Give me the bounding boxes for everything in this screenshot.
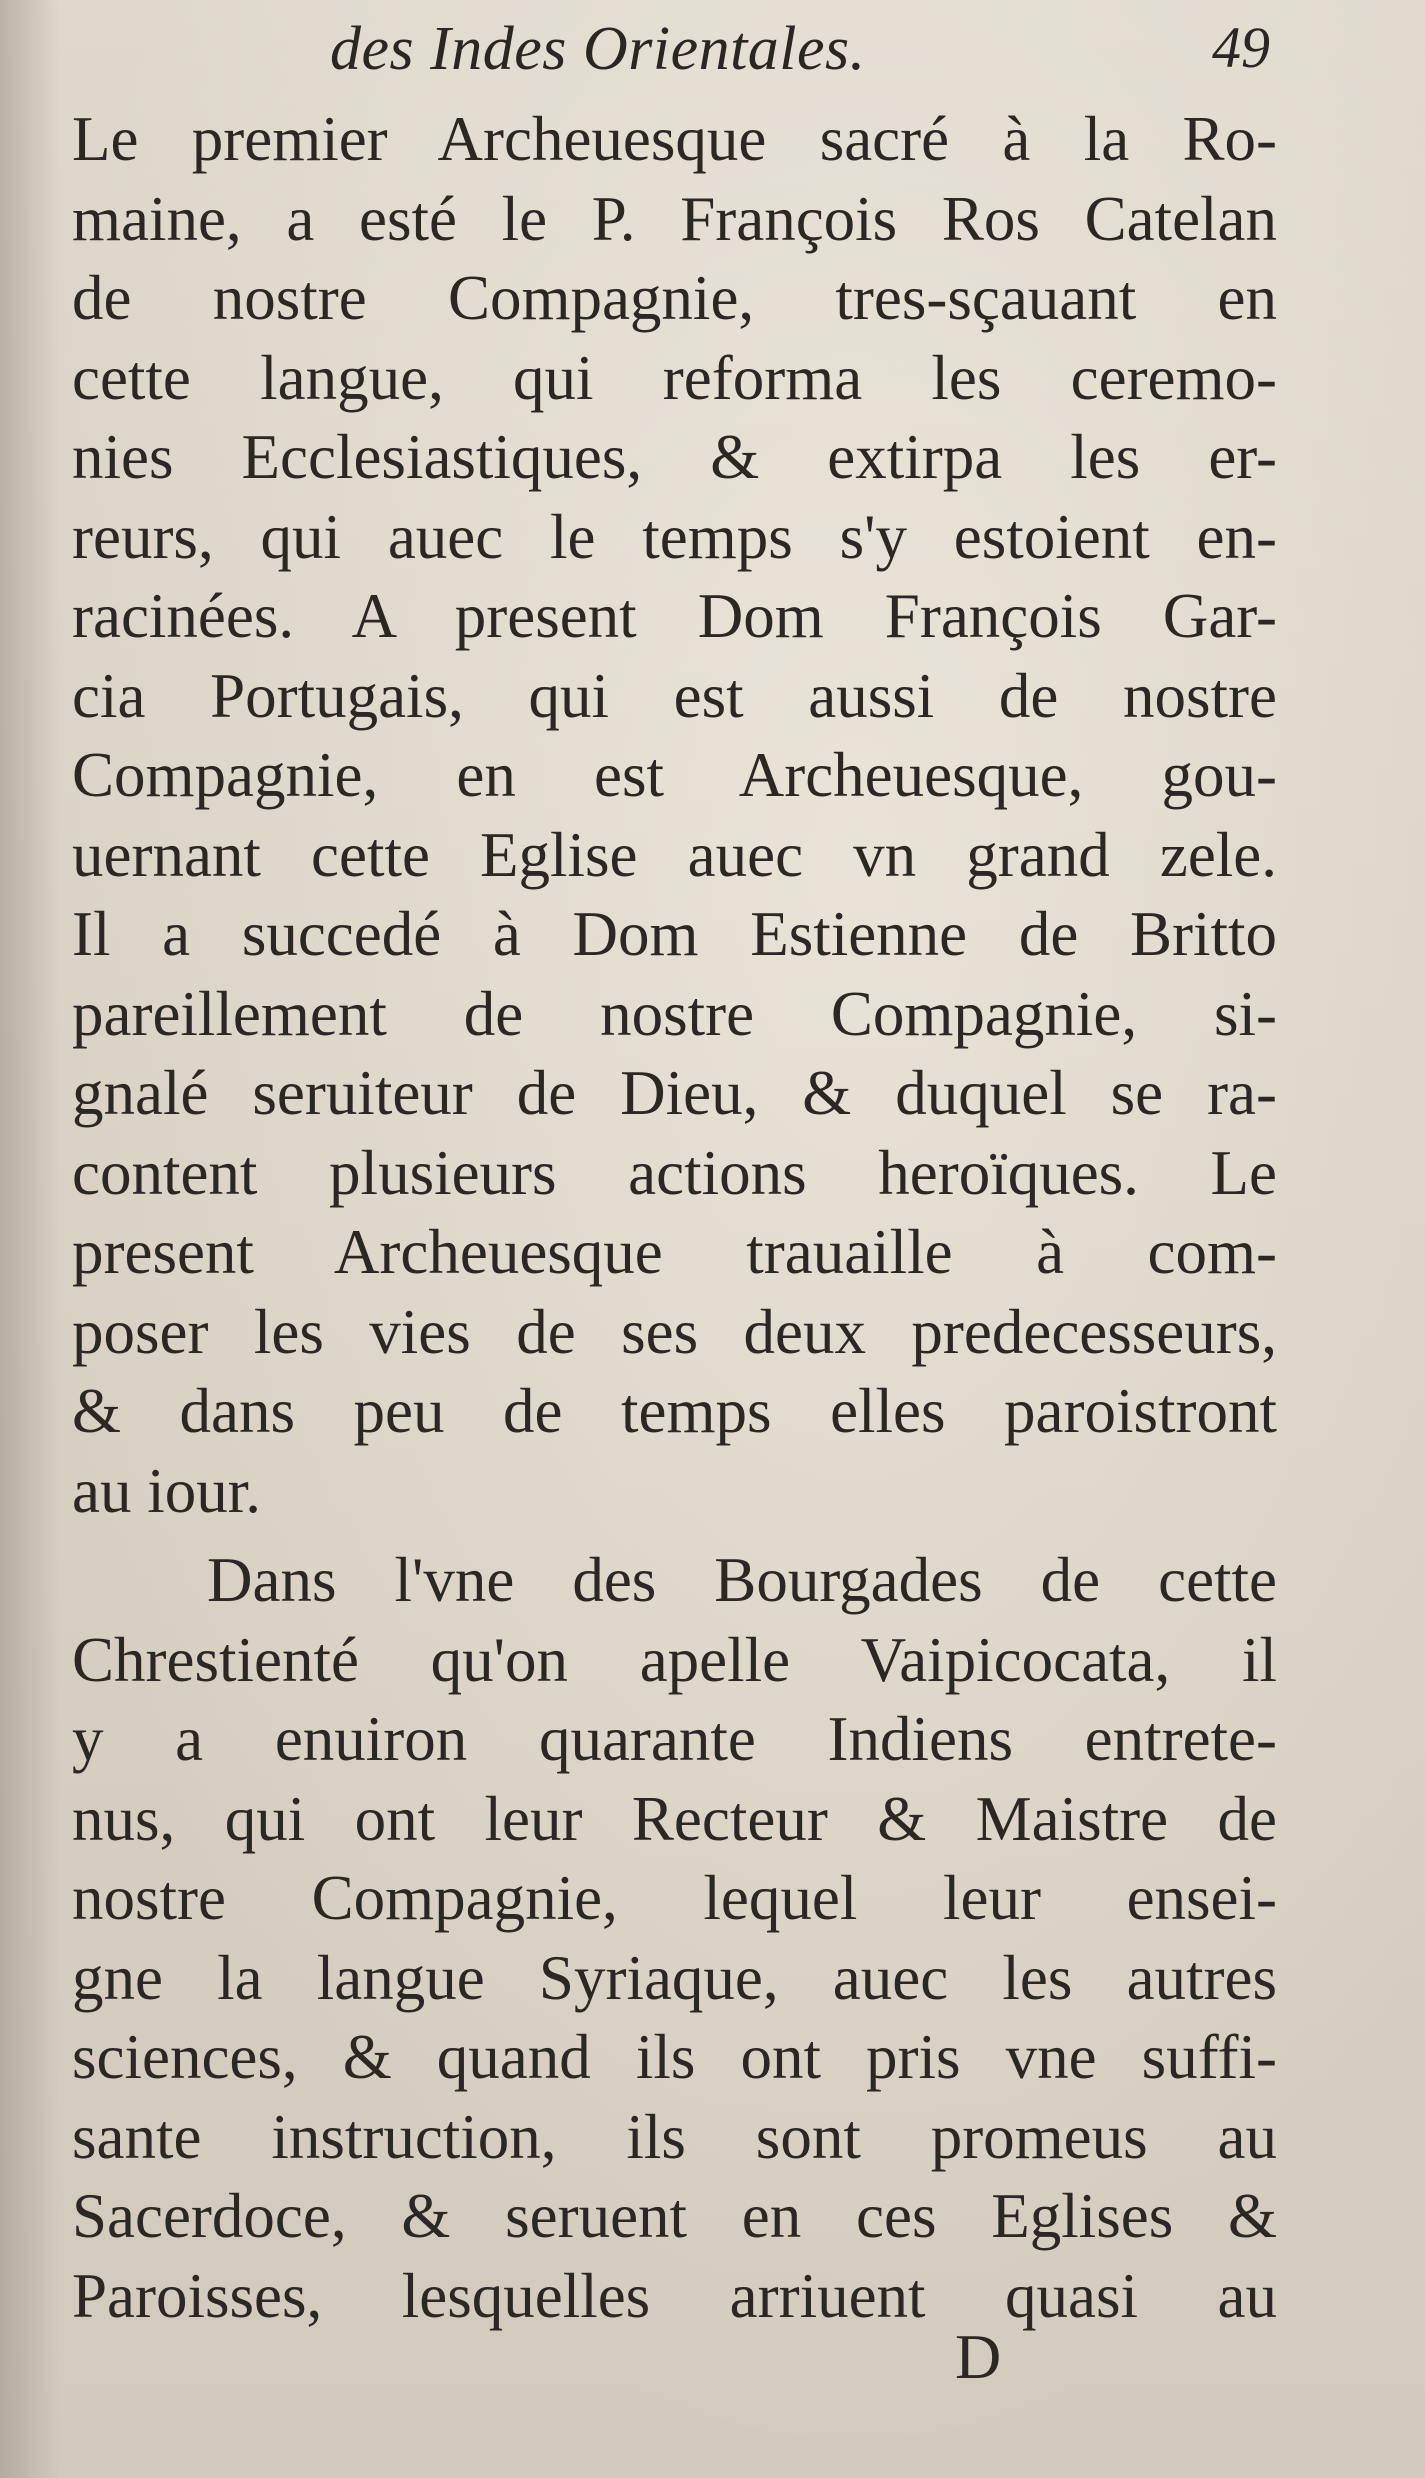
text-line: Il a succedé à Dom Estienne de Britto: [72, 899, 1277, 969]
text-line: cia Portugais, qui est aussi de nostre: [72, 660, 1277, 731]
text-line: uernant cette Eglise auec vn grand zele.: [72, 819, 1277, 890]
text-line: cette langue, qui reforma les ceremo-: [72, 342, 1277, 413]
page-header: [330, 14, 1270, 94]
text-line: poser les vies de ses deux predecesseurs,: [72, 1296, 1277, 1367]
text-line: pareillement de nostre Compagnie, si-: [72, 978, 1277, 1049]
text-line: de nostre Compagnie, tres-sçauant en: [72, 263, 1277, 333]
text-line: nies Ecclesiastiques, & extirpa les er-: [72, 422, 1277, 492]
paragraph-gap: [72, 1531, 1277, 1541]
text-line: gnalé seruiteur de Dieu, & duquel se ra-: [72, 1058, 1277, 1128]
text-line: y a enuiron quarante Indiens entrete-: [72, 1704, 1277, 1774]
text-line: Dans l'vne des Bourgades de cette: [207, 1545, 1277, 1615]
text-line: Compagnie, en est Archeuesque, gou-: [72, 740, 1277, 810]
text-line: gne la langue Syriaque, auec les autres: [72, 1942, 1277, 2013]
paragraph-2: [72, 1541, 1277, 2336]
text-line: maine, a esté le P. François Ros Catelan: [72, 183, 1277, 254]
running-head: des Indes Orientales.: [330, 15, 866, 83]
text-line: reurs, qui auec le temps s'y estoient en-: [72, 501, 1277, 572]
page-number: 49: [1212, 15, 1270, 80]
text-line: & dans peu de temps elles paroistront: [72, 1376, 1277, 1446]
text-line: Chrestienté qu'on apelle Vaipicocata, il: [72, 1624, 1277, 1695]
text-line: present Archeuesque trauaille à com-: [72, 1217, 1277, 1287]
spine-shadow: [0, 0, 60, 2478]
text-line: racinées. A present Dom François Gar-: [72, 581, 1277, 651]
paragraph-1: [72, 100, 1277, 1531]
text-line: sciences, & quand ils ont pris vne suffi-: [72, 2022, 1277, 2092]
text-line: Sacerdoce, & seruent en ces Eglises &: [72, 2181, 1277, 2251]
text-line: Paroisses, lesquelles arriuent quasi au: [72, 2260, 1277, 2331]
signature-mark: D: [955, 2321, 1002, 2392]
text-line: nostre Compagnie, lequel leur ensei-: [72, 1863, 1277, 1933]
text-line: Le premier Archeuesque sacré à la Ro-: [72, 104, 1277, 174]
text-line: sante instruction, ils sont promeus au: [72, 2101, 1277, 2172]
text-line: au iour.: [72, 1455, 261, 1526]
text-line: content plusieurs actions heroïques. Le: [72, 1137, 1277, 1208]
text-line: nus, qui ont leur Recteur & Maistre de: [72, 1783, 1277, 1854]
body-text: [72, 100, 1277, 2336]
